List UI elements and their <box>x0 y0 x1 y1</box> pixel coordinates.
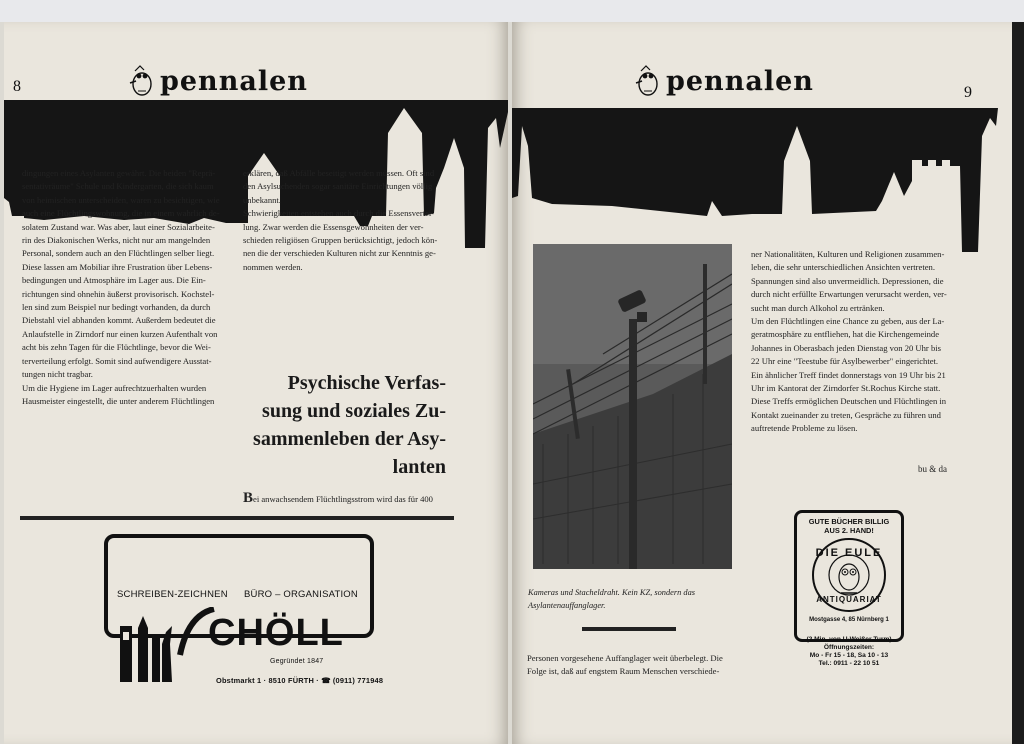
text-line: von heimischen unterscheiden, waren zu besichtigen, wie <box>22 194 220 205</box>
owl-mascot-icon <box>124 64 158 98</box>
divider-rule <box>20 516 454 520</box>
ad-hours-block <box>794 636 904 668</box>
article-column-right <box>751 248 959 436</box>
office-supplies-icon <box>118 606 180 684</box>
left-page <box>4 22 508 744</box>
address-line: Mostgasse 4, 85 Nürnberg 1 <box>809 617 889 623</box>
photo-image <box>533 244 732 569</box>
headline-line: lanten <box>392 456 446 478</box>
text-line: den Asylsuchenden sogar sanitäre Einrichtungen völlig <box>243 181 433 192</box>
text-line: 22 Uhr eine "Teestube für Asylbewerber" eingerichtet. <box>751 356 939 367</box>
masthead-right <box>630 64 814 98</box>
right-page <box>512 22 1012 744</box>
text-line: Uhr im Kantorat der Zirndorfer St.Rochus Kirche statt. <box>751 383 941 394</box>
photo-caption <box>528 586 738 612</box>
text-line: Personal, sondern auch an den Flüchtlingen selber liegt. <box>22 248 215 259</box>
page-number-left: 8 <box>13 78 21 95</box>
text-line: auch eine Flüchtlingswohnung, die in einem wahrlich de- <box>22 208 220 219</box>
seal-bottom-text: ANTIQUARIAT <box>816 595 882 604</box>
text-line: sucht man durch Alkohol zu ertränken. <box>751 302 885 313</box>
eule-antiquariat-ad <box>794 510 904 642</box>
text-line: ner Nationalitäten, Kulturen und Religionen zusammen- <box>751 249 945 259</box>
ad-address-block <box>797 617 901 624</box>
text-line: bedingungen und Atmosphäre im Lager aus. Die Ein- <box>22 275 206 286</box>
address-line: Öffnungszeiten: <box>823 644 875 651</box>
text-line: auftretende Probleme zu lösen. <box>751 423 858 434</box>
address-line: Mo - Fr 15 - 18, Sa 10 - 13 <box>809 652 889 659</box>
seal-top-text: DIE EULE <box>815 547 883 559</box>
city-skyline-banner <box>512 106 1012 256</box>
ad-left-text: SCHREIBEN-ZEICHNEN <box>117 589 228 600</box>
ad-founded: Gegründet 1847 <box>270 658 324 665</box>
text-line: Johannes in Oberasbach jeden Dienstag von 20 Uhr bis <box>751 342 941 353</box>
divider-rule <box>582 627 676 631</box>
caption-line: Asylantenauffanglager. <box>528 601 606 610</box>
page-number-right: 9 <box>964 84 972 101</box>
caption-line: Kameras und Stacheldraht. Kein KZ, sondern das <box>528 588 696 597</box>
text-line: tungen nicht tragbar. <box>22 369 93 380</box>
text-line: solatem Zustand war. Was aber, laut einer Sozialarbeite- <box>22 221 215 232</box>
text-line: nen die der verschieden Kulturen nicht zur Kenntnis ge- <box>243 248 436 259</box>
ad-tagline-line: AUS 2. HAND! <box>824 526 874 535</box>
drop-cap: B <box>243 490 254 506</box>
text-line: Schwierigkeiten entstehen auch durch die Essensvertei- <box>243 208 435 219</box>
article-column-2 <box>243 167 451 274</box>
text-line: Um den Flüchtlingen eine Chance zu geben, aus der La- <box>751 316 945 327</box>
text-line: leben, die sehr unterschiedlichen Ansichten vertreten. <box>751 262 935 273</box>
masthead-title: pennalen <box>160 65 308 97</box>
text-line: Um die Hygiene im Lager aufrechtzuerhalten wurden <box>22 382 207 393</box>
text-line: richtungen sind ohnehin äußerst provisorisch. Kochstel- <box>22 288 215 299</box>
masthead-left <box>124 64 308 98</box>
section-headline <box>234 369 446 481</box>
text-line: unbekannt. <box>243 194 281 205</box>
scan-right-edge <box>1012 22 1024 744</box>
text-line: Diese Treffs ermöglichen Deutschen und Flüchtlingen in <box>751 396 947 407</box>
masthead-title: pennalen <box>666 65 814 97</box>
text-line: terverteilung erfolgt. Somit sind aufwendigere Ausstat- <box>22 355 212 366</box>
ad-address: Obstmarkt 1 · 8510 FÜRTH · ☎ (0911) 771948 <box>216 676 384 685</box>
scan-top-margin <box>0 0 1024 22</box>
author-signature: bu & da <box>918 464 947 474</box>
text-line: nommen werden. <box>243 261 303 272</box>
owl-mascot-icon <box>630 64 664 98</box>
ad-tagline <box>797 517 901 535</box>
text-line: durch nicht erfüllte Erwartungen verursacht werden, ver- <box>751 289 947 300</box>
headline-lead-text <box>243 492 463 506</box>
text-line: Spannungen sind also unvermeidlich. Depressionen, die <box>751 275 944 286</box>
address-line: (2 Min. von U-Weißer Turm) <box>806 636 892 643</box>
text-line: sentativräume" Schule und Kindergarten, die sich kaum <box>22 181 214 192</box>
ad-brand-name: CHÖLL <box>208 612 344 654</box>
text-line: Hausmeister eingestellt, die unter anderem Flüchtlingen <box>22 395 215 406</box>
text-line: erklären, daß Abfälle beseitigt werden müssen. Oft sind <box>243 168 435 178</box>
headline-line: sammenleben der Asy- <box>253 428 446 450</box>
text-line: Anlaufstelle in Zirndorf nur einen kurzen Aufenthalt von <box>22 328 218 339</box>
text-line: lung. Zwar werden die Essensgewohnheiten der ver- <box>243 221 424 232</box>
ad-tagline-line: GUTE BÜCHER BILLIG <box>808 517 890 526</box>
text-line: ei anwachsendem Flüchtlingsstrom wird das für 400 <box>253 494 433 504</box>
article-column-1 <box>22 167 233 408</box>
camera-fence-photo <box>533 244 732 569</box>
text-line: rin des Diakonischen Werks, nicht nur am mangelnden <box>22 235 211 246</box>
text-line: Folge ist, daß auf engstem Raum Menschen verschiede- <box>527 666 720 677</box>
text-line: Diebstahl viel abhanden kommt. Außerdem bedeutet die <box>22 315 216 326</box>
headline-line: sung und soziales Zu- <box>262 400 446 422</box>
text-line: Diese lassen am Mobiliar ihre Frustration über Lebens- <box>22 261 213 272</box>
text-line: Ein ähnlicher Treff findet donnerstags von 19 Uhr bis 21 <box>751 369 946 380</box>
text-line: acht bis zehn Tagen für die Flüchtlinge, bevor die Wei- <box>22 342 211 353</box>
text-line: len sind zum Beispiel nur bedingt vorhanden, da durch <box>22 302 211 313</box>
ad-right-text: BÜRO – ORGANISATION <box>244 589 358 600</box>
continued-text <box>527 652 742 679</box>
text-line: Personen vorgesehene Auffanglager weit überbelegt. Die <box>527 653 723 663</box>
text-line: dingungen eines Asylanten gewährt. Die beiden "Reprä- <box>22 168 216 178</box>
text-line: schieden religiösen Gruppen berücksichtigt, jedoch kön- <box>243 235 438 246</box>
text-line: geratmosphäre zu entfliehen, hat die Kirchengemeinde <box>751 329 940 340</box>
address-line: Tel.: 0911 - 22 10 51 <box>818 660 880 667</box>
headline-line: Psychische Verfas- <box>287 372 446 394</box>
text-line: Kontakt zueinander zu treten, Gespräche zu führen und <box>751 409 941 420</box>
